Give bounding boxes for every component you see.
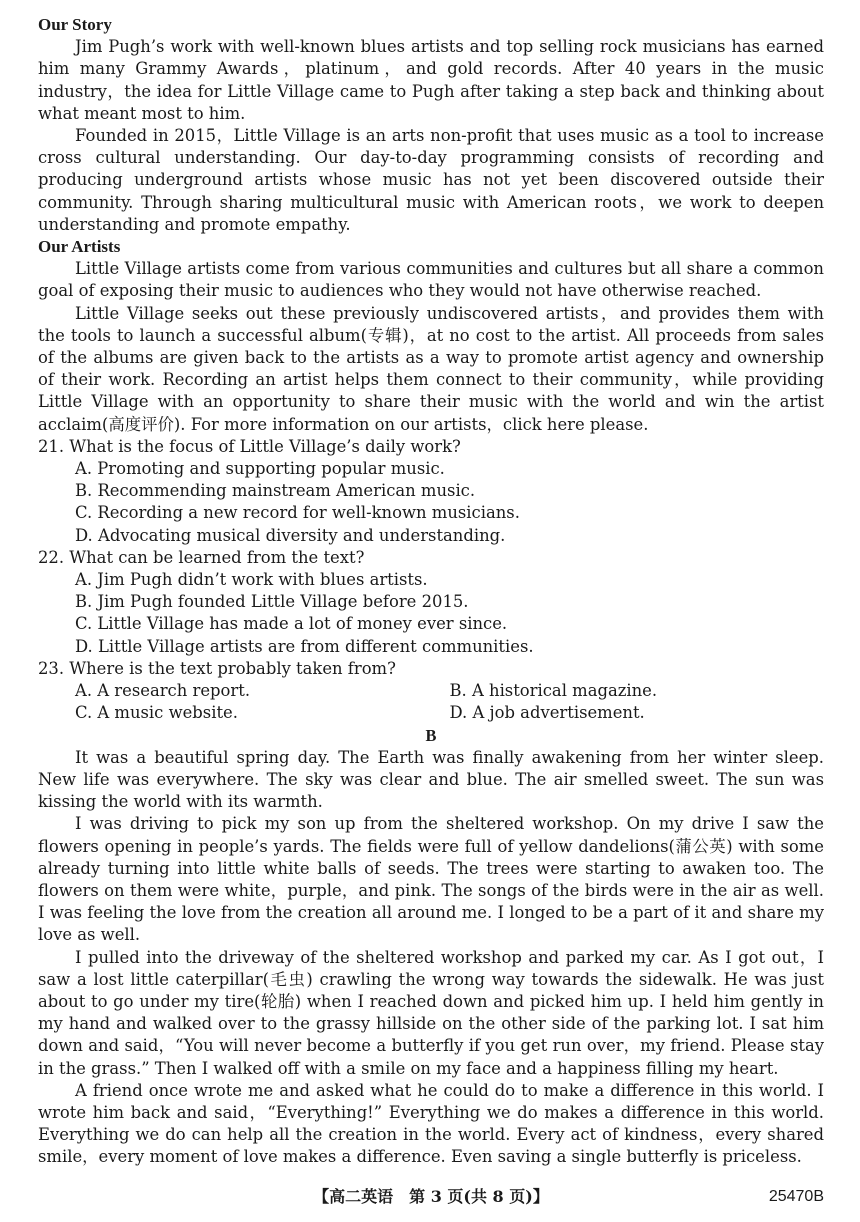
answer-option: B. Jim Pugh founded Little Village before 2015. [75,592,469,612]
question-stem: 21. What is the focus of Little Village’s daily work? [38,436,461,456]
question-stem: 22. What can be learned from the text? [38,547,365,567]
paragraph: Little Village artists come from various communities and cultures but all share a common goal of exposing their music to audiences who they would not have otherwise reached. [38,259,824,301]
answer-option: A. Jim Pugh didn’t work with blues artists. [75,570,428,590]
answer-option: C. A music website. [75,703,238,723]
question-22 [38,547,824,658]
answer-option: D. A job advertisement. [449,703,645,723]
paragraph: A friend once wrote me and asked what he could do to make a difference in this world. I wrote him back and said，“Everything!” Everything we do makes a difference in this world. Everything we do can help all the creation in the world. Every act of kindness，every shared smile，every moment of love makes a difference. Even saving a single butterfly is priceless. [38,1080,824,1167]
section-heading-our-artists: Our Artists [38,237,121,257]
answer-option: C. Recording a new record for well-known musicians. [75,503,520,523]
footer-page-title: 【高二英语 第 3 页(共 8 页)】 [313,1187,549,1206]
answer-option: C. Little Village has made a lot of money ever since. [75,614,508,634]
page-footer [38,1186,824,1208]
answer-option: B. A historical magazine. [449,681,658,701]
paragraph: I pulled into the driveway of the sheltered workshop and parked my car. As I got out，I saw a lost little caterpillar(毛虫) crawling the wrong way towards the sidewalk. He was just about to go under my tire(轮胎) when I reached down and picked him up. I held him gently in my hand and walked over to the grassy hillside on the other side of the parking lot. I sat him down and said，“You will never become a butterfly if you get run over，my friend. Please stay in the grass.” Then I walked off with a smile on my face and a happiness filling my heart. [38,947,824,1078]
answer-option: D. Advocating musical diversity and understanding. [75,525,506,545]
answer-option: D. Little Village artists are from different communities. [75,636,534,656]
answer-option: A. A research report. [75,681,251,701]
part-label: B [425,725,437,745]
answer-options-row [75,680,824,702]
paragraph: I was driving to pick my son up from the sheltered workshop. On my drive I saw the flowers opening in people’s yards. The fields were full of yellow dandelions(蒲公英) with some already turning into little white balls of seeds. The trees were starting to awaken too. The flowers on them were white，purple，and pink. The songs of the birds were in the air as well. I was feeling the love from the creation all around me. I longed to be a part of it and share my love as well. [38,814,824,945]
question-23 [38,658,824,725]
paragraph: It was a beautiful spring day. The Earth was finally awakening from her winter sleep. New life was everywhere. The sky was clear and blue. The air smelled sweet. The sun was kissing the world with its warmth. [38,747,824,812]
paragraph: Jim Pugh’s work with well-known blues artists and top selling rock musicians has earned him many Grammy Awards，platinum，and gold records. After 40 years in the music industry，the idea for Little Village came to Pugh after taking a step back and thinking about what meant most to him. [38,37,824,123]
section-heading-our-story: Our Story [38,15,112,34]
exam-page [38,14,824,1169]
footer-exam-code: 25470B [768,1188,824,1205]
question-stem: 23. Where is the text probably taken from? [38,658,396,678]
paragraph: Little Village seeks out these previously undiscovered artists，and provides them with the tools to launch a successful album(专辑)，at no cost to the artist. All proceeds from sales of the albums are given back to the artists as a way to promote artist agency and ownership of their work. Recording an artist helps them connect to their community，while providing Little Village with an opportunity to share their music with the world and win the artist acclaim(高度评价). For more information on our artists，click here please. [38,303,824,434]
answer-option: B. Recommending mainstream American music. [75,481,476,501]
question-21 [38,436,824,547]
answer-options-row [75,702,824,724]
answer-option: A. Promoting and supporting popular music. [75,459,445,479]
paragraph: Founded in 2015，Little Village is an arts non-profit that uses music as a tool to increase cross cultural understanding. Our day-to-day programming consists of recording and producing underground artists whose music has not yet been discovered outside their community. Through sharing multicultural music with American roots，we work to deepen understanding and promote empathy. [38,126,824,234]
